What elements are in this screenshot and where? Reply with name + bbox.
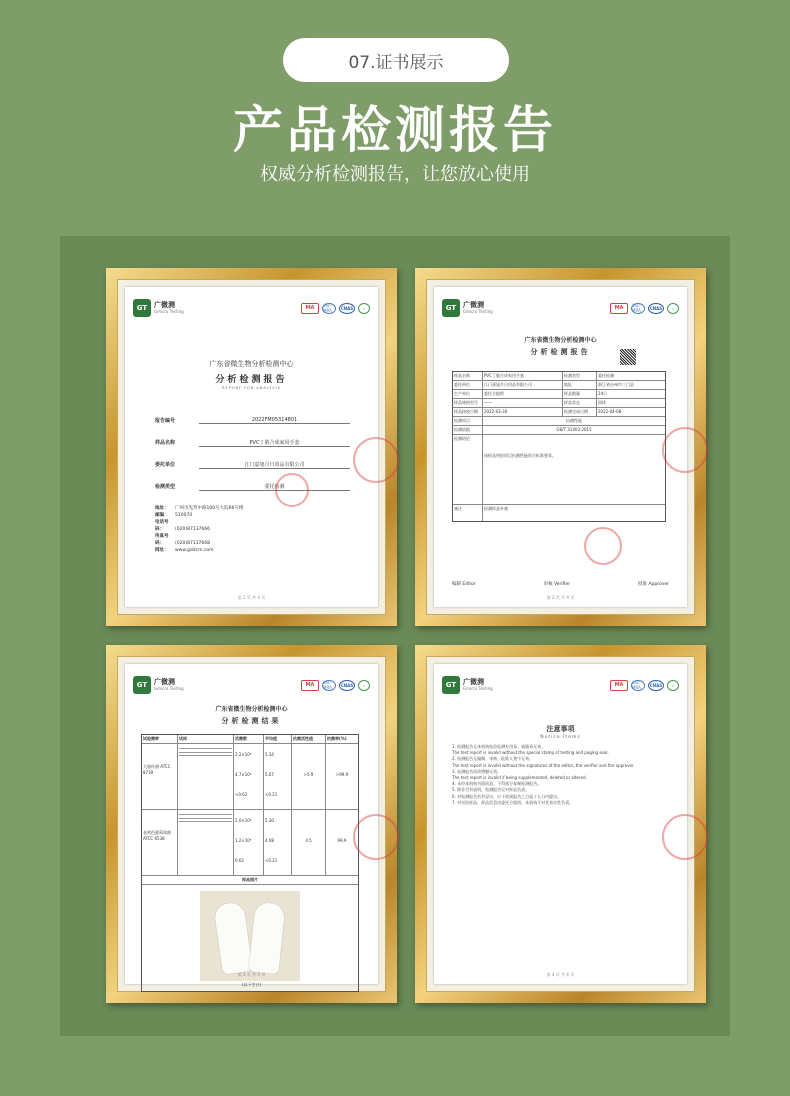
page-subtitle: 权威分析检测报告，让您放心使用 <box>260 164 530 185</box>
photo-label: 样品照片 <box>242 877 258 882</box>
list-item: 3. 检测报告涂改增删无效。 <box>452 768 502 774</box>
ilac-mark-icon: ilac-MRA <box>322 680 336 691</box>
website: www.gddcm.com <box>175 548 214 553</box>
certificate-frame-4[interactable] <box>415 645 706 1003</box>
address: 广州市先烈中路100号大院66号楼 <box>175 506 244 511</box>
certification-mark-icon: ✓ <box>667 680 679 691</box>
table-row: 样品名称 PVC丁腈合成家用手套 检测类型 委托检测 <box>453 372 665 381</box>
table-row: 委托单位 江门嘉旭月日用品有限公司 地址 浙江省台州市三门县 <box>453 381 665 390</box>
certificate-frame-1[interactable] <box>106 268 397 626</box>
glove-right-icon <box>248 902 285 975</box>
table-row: 大肠杆菌 ATCC 8739 2.2×10⁵ 4.7×10⁵ <0.62 5.34 5.67 <0.21 >5.9 >99.9 <box>142 744 358 810</box>
gmicro-logo: GT <box>442 676 460 694</box>
red-seal-icon <box>353 437 399 483</box>
ilac-mark-icon: ilac-MRA <box>322 303 336 314</box>
notice-title: 注意事项 <box>546 725 575 733</box>
brand-name-en: Gmicro Testing <box>154 308 184 314</box>
cnas-mark-icon: CNAS <box>648 303 664 314</box>
report-title: 分析检测报告 <box>215 375 288 385</box>
cnas-mark-icon: CNAS <box>648 680 664 691</box>
page-number: 第 1 页 共 4 页 <box>237 595 266 600</box>
table-header-row: 试验菌种 试样 活菌数 平均值 抗菌活性值 抗菌率(%) <box>142 735 358 744</box>
page-number: 第 2 页 共 4 页 <box>546 595 575 600</box>
report-title-en: REPORT FOR ANALYSIS <box>222 386 281 390</box>
results-table <box>141 734 359 992</box>
brand-name: 广微测 <box>154 300 175 309</box>
report-notices: GT 广微测 Gmicro Testing MA ilac-MRA CNAS ✓ 注意事项 Notice Items 1. 检测报告无本机构检验检测专用章、骑缝章无效。 The test report is invalid without the special stamp of testing and paging seal. 2. 检测报告无编制、审核、批准人签字无效。 The test report is invalid without the signatures of the editor, the verifier and the approver. 3. 检测报告涂改增删无效。 The test report is invalid if being supplemented, deleted or altered. 4. 未经本机构书面同意，不得部分复制检测报告。 5. 除非另有说明，检测报告仅对样品负责。 6. 对检测报告若有异议，应于收到报告之日起十五日内提出。 7. 对送检样品，样品信息由委托方提供，本机构不对其真实性负责。 第 4 页 共 4 页 <box>434 664 687 984</box>
org-title: 广东省微生物分析检测中心 <box>524 337 597 344</box>
table-row: 检测依据 GB/T 31402-2015 <box>453 426 665 435</box>
cma-mark-icon: MA <box>610 303 628 314</box>
glove-left-icon <box>213 901 252 974</box>
table-row: 样品规格型号 —— 样品状态 固体 <box>453 399 665 408</box>
certification-mark-icon: ✓ <box>358 680 370 691</box>
glove-photo <box>200 891 300 981</box>
table-row: 金黄色葡萄球菌 ATCC 6538 2.0×10⁵ 1.2×10⁵ 0.62 5.30 4.08 <0.21 4.5 99.9 <box>142 810 358 876</box>
field-applicant: 委托单位 江门嘉旭月日用品有限公司 <box>155 461 350 469</box>
fax: (020)87137668 <box>175 541 211 546</box>
gmicro-logo: GT <box>133 676 151 694</box>
qr-code-icon <box>620 349 636 365</box>
table-row <box>142 876 358 885</box>
org-title: 广东省微生物分析检测中心 <box>209 360 294 368</box>
telephone: (020)87137666 <box>175 527 211 532</box>
page-number: 第 3 页 共 4 页 <box>237 972 266 977</box>
notice-title-en: Notice Items <box>540 735 581 740</box>
list-item: The test report is invalid if being supplemented, deleted or altered. <box>452 775 587 781</box>
gmicro-logo: GT <box>133 299 151 317</box>
table-row: 样品接收日期 2022-03-30 检测完成日期 2022-04-08 <box>453 408 665 417</box>
ilac-mark-icon: ilac-MRA <box>631 680 645 691</box>
signature-row: 编制 Editor 审核 Verifier 批准 Approver <box>452 582 669 587</box>
gmicro-logo: GT <box>442 299 460 317</box>
list-item: The test report is invalid without the special stamp of testing and paging seal. <box>452 750 609 756</box>
list-item: 2. 检测报告无编制、审核、批准人签字无效。 <box>452 756 534 762</box>
table-row: 生产单位 委托方提供 样品数量 24只 <box>453 390 665 399</box>
list-item: 7. 对送检样品，样品信息由委托方提供，本机构不对其真实性负责。 <box>452 799 574 805</box>
photo-caption: (以下空白) <box>241 982 262 987</box>
org-title: 广东省微生物分析检测中心 <box>215 706 288 713</box>
red-seal-icon <box>662 427 708 473</box>
ilac-mark-icon: ilac-MRA <box>631 303 645 314</box>
report-title: 分析检测结果 <box>221 717 282 725</box>
postcode: 510070 <box>175 513 193 518</box>
contact-block: 地址： 广州市先烈中路100号大院66号楼 邮编： 510070 电话号码： (020)87137666 传真号码： (020)87137668 网址： www.gddcm.com <box>155 506 244 553</box>
cnas-mark-icon: CNAS <box>339 680 355 691</box>
report-summary: GT 广微测 Gmicro Testing MA ilac-MRA CNAS ✓ 广东省微生物分析检测中心 分析检测报告 样品名称 PVC丁腈合成家用手套 检测类型 委托检测 委托单位 江门嘉旭月日用品有限公司 地址 浙江省台州市三门县 生产单位 委托方提供 样品数量 24只 样品规格型号 —— 样品状态 固体 样品接收日期 2022-03-30 检测完成日期 2022-04-08 检测项目 抗菌性能 检测依据 GB/T 31402-2015 检测结论 该样品所检项目抗菌性能符合标准要求。 备注 检测样品外观 编制 Editor 审核 Verifier 批准 Approver 第 2 页 共 4 页 <box>434 287 687 607</box>
list-item: The test report is invalid without the signatures of the editor, the verifier and the approver. <box>452 762 635 768</box>
section-label: 07.证书展示 <box>283 38 509 82</box>
table-row: 备注 检测样品外观 <box>453 505 665 521</box>
certification-mark-icon: ✓ <box>667 303 679 314</box>
cma-mark-icon: MA <box>301 303 319 314</box>
report-results: GT 广微测 Gmicro Testing MA ilac-MRA CNAS ✓ 广东省微生物分析检测中心 分析检测结果 试验菌种 试样 活菌数 平均值 抗菌活性值 抗菌率(%) 大肠杆菌 ATCC 8739 2.2×10⁵ 4.7×10⁵ <0.62 5.34 5.67 <0.21 >5.9 >99.9 金黄色葡萄球菌 ATCC 6538 2.0×10⁵ 1.2×10⁵ 0.62 5.30 4.08 <0.21 4.5 99.9 样品照片 (以下空白) 第 3 页 共 4 页 <box>125 664 378 984</box>
certificate-frame-2[interactable] <box>415 268 706 626</box>
field-sample-name: 样品名称 PVC丁腈合成家用手套 <box>155 439 350 447</box>
certification-mark-icon: ✓ <box>358 303 370 314</box>
table-row: 检测结论 该样品所检项目抗菌性能符合标准要求。 <box>453 435 665 505</box>
certificate-frame-3[interactable] <box>106 645 397 1003</box>
cnas-mark-icon: CNAS <box>339 303 355 314</box>
list-item: 5. 除非另有说明，检测报告仅对样品负责。 <box>452 787 530 793</box>
red-seal-icon <box>353 814 399 860</box>
list-item: 4. 未经本机构书面同意，不得部分复制检测报告。 <box>452 781 542 787</box>
table-row: 检测项目 抗菌性能 <box>453 417 665 426</box>
stamp-icon <box>584 527 622 565</box>
summary-table <box>452 371 666 522</box>
field-test-type: 检测类型 委托检测 <box>155 483 350 491</box>
page-title: 产品检测报告 <box>233 101 557 159</box>
certificate-panel <box>60 236 730 1036</box>
page-number: 第 4 页 共 4 页 <box>546 972 575 977</box>
cma-mark-icon: MA <box>610 680 628 691</box>
notice-list <box>452 744 669 806</box>
report-title: 分析检测报告 <box>530 348 591 356</box>
list-item: 6. 对检测报告若有异议，应于收到报告之日起十五日内提出。 <box>452 793 562 799</box>
field-report-no: 报告编号 2022FM05314801 <box>155 417 350 424</box>
red-seal-icon <box>662 814 708 860</box>
cma-mark-icon: MA <box>301 680 319 691</box>
report-cover <box>125 287 378 607</box>
stamp-icon <box>275 473 309 507</box>
list-item: 1. 检测报告无本机构检验检测专用章、骑缝章无效。 <box>452 744 546 749</box>
